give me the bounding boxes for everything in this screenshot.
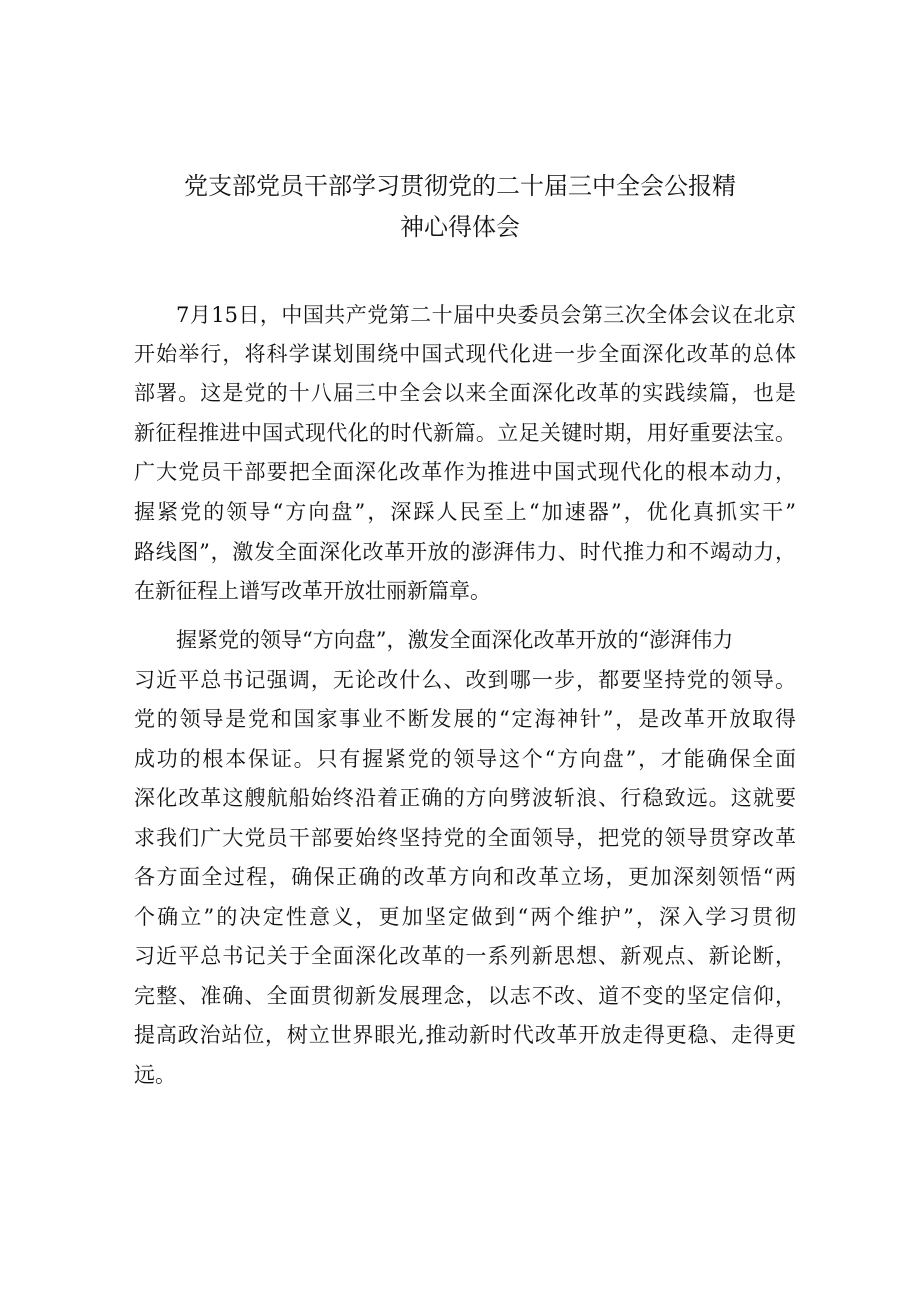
paragraph-2-line-7: 个确立”的决定性意义，更加坚定做到“两个维护”，深入学习贯彻	[134, 905, 796, 929]
paragraph-2-line-11: 远。	[134, 1063, 176, 1087]
paragraph-2-line-9: 完整、准确、全面贯彻新发展理念，以志不改、道不变的坚定信仰，	[134, 984, 796, 1008]
paragraph-2-line-3: 成功的根本保证。只有握紧党的领导这个“方向盘”，才能确保全面	[134, 747, 796, 771]
paragraph-2-line-8: 习近平总书记关于全面深化改革的一系列新思想、新观点、新论断，	[134, 944, 796, 968]
paragraph-1-line-3: 部署。这是党的十八届三中全会以来全面深化改革的实践续篇，也是	[134, 381, 796, 405]
paragraph-1-line-1: 7月15日，中国共产党第二十届中央委员会第三次全体会议在北京	[176, 303, 796, 327]
paragraph-2-line-2: 党的领导是党和国家事业不断发展的“定海神针”，是改革开放取得	[134, 707, 796, 731]
paragraph-2-line-5: 求我们广大党员干部要始终坚持党的全面领导，把党的领导贯穿改革	[134, 826, 796, 850]
paragraph-2-line-10: 提高政治站位，树立世界眼光,推动新时代改革开放走得更稳、走得更	[134, 1023, 796, 1047]
paragraph-1-line-4: 新征程推进中国式现代化的时代新篇。立足关键时期，用好重要法宝。	[134, 421, 796, 445]
paragraph-2-line-1: 习近平总书记强调，无论改什么、改到哪一步，都要坚持党的领导。	[134, 668, 796, 692]
section-heading: 握紧党的领导“方向盘”，激发全面深化改革开放的“澎湃伟力	[176, 628, 734, 652]
document-title-line-1: 党支部党员干部学习贯彻党的二十届三中全会公报精	[184, 172, 736, 200]
paragraph-1-line-6: 握紧党的领导“方向盘”，深踩人民至上“加速器”，优化真抓实干”	[134, 500, 796, 524]
paragraph-1-line-7: 路线图”，激发全面深化改革开放的澎湃伟力、时代推力和不竭动力，	[134, 540, 796, 564]
paragraph-1-line-8: 在新征程上谱写改革开放壮丽新篇章。	[134, 579, 491, 603]
paragraph-2-line-6: 各方面全过程，确保正确的改革方向和改革立场，更加深刻领悟“两	[134, 865, 796, 889]
paragraph-1-line-5: 广大党员干部要把全面深化改革作为推进中国式现代化的根本动力，	[134, 460, 796, 484]
paragraph-2-line-4: 深化改革这艘航船始终沿着正确的方向劈波斩浪、行稳致远。这就要	[134, 786, 796, 810]
document-title-line-2: 神心得体会	[400, 213, 520, 241]
paragraph-1-line-2: 开始举行，将科学谋划围绕中国式现代化进一步全面深化改革的总体	[134, 342, 796, 366]
